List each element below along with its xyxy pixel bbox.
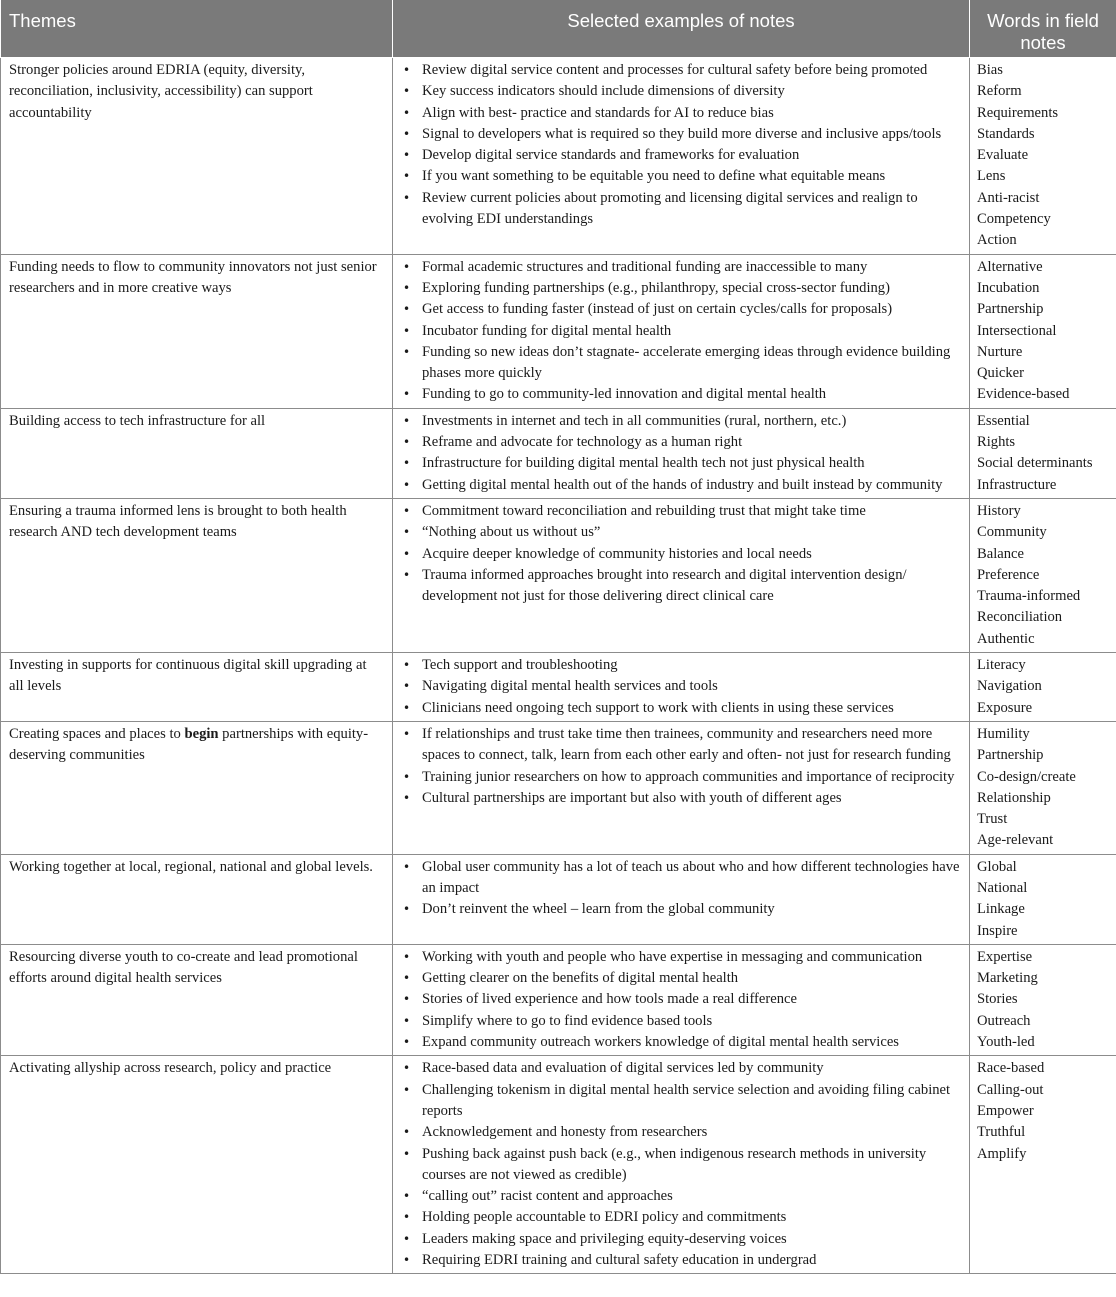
example-item: • Navigating digital mental health services and tools <box>422 676 963 697</box>
field-note-word: Marketing <box>977 970 1038 987</box>
field-note-word: Authentic <box>977 630 1035 647</box>
field-note-word: Incubation <box>977 279 1040 296</box>
examples-cell <box>393 408 970 498</box>
example-item: • Training junior researchers on how to approach communities and importance of reciprocity <box>422 767 963 788</box>
example-item: • Don’t reinvent the wheel – learn from the global community <box>422 899 963 920</box>
field-note-word: Rights <box>977 434 1016 451</box>
words-cell <box>970 944 1116 1055</box>
example-item: • Signal to developers what is required so they build more diverse and inclusive apps/tools <box>422 124 963 145</box>
table-row <box>1 254 1116 408</box>
field-note-word: Lens <box>977 168 1006 185</box>
field-note-word: Amplify <box>977 1145 1027 1162</box>
header-themes: Themes <box>1 0 393 58</box>
field-note-word: Standards <box>977 125 1035 142</box>
field-note-word: Community <box>977 524 1047 541</box>
example-item: • Reframe and advocate for technology as a human right <box>422 432 963 453</box>
examples-list <box>400 857 963 921</box>
table-row <box>1 854 1116 944</box>
header-selected-examples: Selected examples of notes <box>393 0 970 58</box>
words-cell <box>970 1056 1116 1274</box>
example-item: • Working with youth and people who have expertise in messaging and communication <box>422 947 963 968</box>
examples-cell <box>393 653 970 722</box>
example-item: • Align with best- practice and standards for AI to reduce bias <box>422 103 963 124</box>
field-note-word: Trust <box>977 811 1008 828</box>
field-note-word: Competency <box>977 211 1051 228</box>
words-cell <box>970 653 1116 722</box>
field-note-word: Reconciliation <box>977 609 1063 626</box>
theme-text: partnerships with equity-deserving communities <box>9 725 369 764</box>
field-note-word: Partnership <box>977 747 1044 764</box>
table-body <box>1 58 1116 1274</box>
table-row <box>1 58 1116 255</box>
table-row <box>1 408 1116 498</box>
table-row <box>1 944 1116 1055</box>
field-note-word: Age-relevant <box>977 832 1054 849</box>
field-note-word: Essential <box>977 412 1030 429</box>
field-note-word: Alternative <box>977 258 1043 275</box>
example-item: • Formal academic structures and traditional funding are inaccessible to many <box>422 257 963 278</box>
words-cell <box>970 254 1116 408</box>
theme-cell: Activating allyship across research, policy and practice <box>1 1056 393 1274</box>
example-item: • Leaders making space and privileging equity-deserving voices <box>422 1229 963 1250</box>
example-item: • Global user community has a lot of teach us about who and how different technologies have an impact <box>422 857 963 900</box>
field-note-word: Humility <box>977 725 1030 742</box>
table-header <box>1 0 1116 58</box>
theme-cell: Resourcing diverse youth to co-create and lead promotional efforts around digital health services <box>1 944 393 1055</box>
field-note-word: Evaluate <box>977 147 1029 164</box>
field-note-word: Intersectional <box>977 322 1057 339</box>
field-note-word: Nurture <box>977 343 1023 360</box>
field-note-word: Evidence-based <box>977 386 1070 403</box>
header-words-in-field-notes: Words in field notes <box>970 0 1116 58</box>
theme-cell <box>1 721 393 854</box>
example-item: • Race-based data and evaluation of digital services led by community <box>422 1058 963 1079</box>
field-note-word: Anti-racist <box>977 189 1040 206</box>
field-note-word: National <box>977 879 1028 896</box>
theme-cell: Ensuring a trauma informed lens is brought to both health research AND tech development teams <box>1 498 393 652</box>
example-item: • Trauma informed approaches brought into research and digital intervention design/ development not just for those delivering direct clinical care <box>422 565 963 608</box>
example-item: • Clinicians need ongoing tech support to work with clients in using these services <box>422 698 963 719</box>
field-note-word: Co-design/create <box>977 768 1076 785</box>
examples-cell <box>393 254 970 408</box>
field-note-word: Relationship <box>977 789 1051 806</box>
field-note-word: Navigation <box>977 678 1042 695</box>
field-note-word: Quicker <box>977 365 1025 382</box>
example-item: • Holding people accountable to EDRI policy and commitments <box>422 1207 963 1228</box>
example-item: • Infrastructure for building digital mental health tech not just physical health <box>422 453 963 474</box>
examples-list <box>400 655 963 719</box>
theme-emphasis: begin <box>184 725 219 742</box>
field-note-word: Trauma-informed <box>977 588 1081 605</box>
examples-cell <box>393 944 970 1055</box>
words-cell <box>970 58 1116 255</box>
field-note-word: Race-based <box>977 1060 1045 1077</box>
words-cell <box>970 854 1116 944</box>
example-item: • Exploring funding partnerships (e.g., philanthropy, special cross-sector funding) <box>422 278 963 299</box>
theme-cell: Building access to tech infrastructure for all <box>1 408 393 498</box>
example-item: • Get access to funding faster (instead of just on certain cycles/calls for proposals) <box>422 299 963 320</box>
table-row <box>1 653 1116 722</box>
header-row <box>1 0 1116 58</box>
example-item: • Cultural partnerships are important but also with youth of different ages <box>422 788 963 809</box>
field-note-word: Preference <box>977 566 1040 583</box>
example-item: • “calling out” racist content and approaches <box>422 1186 963 1207</box>
example-item: • Investments in internet and tech in all communities (rural, northern, etc.) <box>422 411 963 432</box>
examples-list <box>400 1058 963 1271</box>
examples-list <box>400 257 963 406</box>
examples-cell <box>393 58 970 255</box>
field-note-word: Outreach <box>977 1012 1031 1029</box>
field-note-word: Exposure <box>977 699 1033 716</box>
field-note-word: History <box>977 502 1021 519</box>
field-note-word: Social determinants <box>977 455 1093 472</box>
example-item: • Acknowledgement and honesty from researchers <box>422 1122 963 1143</box>
field-note-word: Bias <box>977 62 1003 78</box>
examples-cell <box>393 721 970 854</box>
examples-list <box>400 411 963 496</box>
examples-list <box>400 724 963 809</box>
example-item: • Funding to go to community-led innovation and digital mental health <box>422 384 963 405</box>
examples-cell <box>393 498 970 652</box>
field-note-word: Infrastructure <box>977 476 1057 493</box>
example-item: • Review digital service content and processes for cultural safety before being promoted <box>422 60 963 81</box>
example-item: • Develop digital service standards and frameworks for evaluation <box>422 145 963 166</box>
example-item: • Pushing back against push back (e.g., when indigenous research methods in university courses are not viewed as credible) <box>422 1144 963 1187</box>
examples-cell <box>393 854 970 944</box>
field-note-word: Global <box>977 858 1017 875</box>
field-note-word: Literacy <box>977 657 1026 674</box>
field-note-word: Linkage <box>977 901 1025 918</box>
example-item: • Review current policies about promoting and licensing digital services and realign to evolving EDI understandings <box>422 188 963 231</box>
example-item: • “Nothing about us without us” <box>422 522 963 543</box>
table-row <box>1 721 1116 854</box>
examples-list <box>400 947 963 1053</box>
example-item: • Getting clearer on the benefits of digital mental health <box>422 968 963 989</box>
example-item: • Incubator funding for digital mental health <box>422 321 963 342</box>
examples-cell <box>393 1056 970 1274</box>
examples-list <box>400 60 963 230</box>
field-note-word: Truthful <box>977 1124 1026 1141</box>
example-item: • Stories of lived experience and how tools made a real difference <box>422 989 963 1010</box>
example-item: • Commitment toward reconciliation and rebuilding trust that might take time <box>422 501 963 522</box>
field-note-word: Requirements <box>977 104 1059 121</box>
field-note-word: Stories <box>977 991 1018 1008</box>
field-note-word: Balance <box>977 545 1024 562</box>
theme-cell: Stronger policies around EDRIA (equity, diversity, reconciliation, inclusivity, accessibility) can support accountability <box>1 58 393 255</box>
theme-cell: Funding needs to flow to community innovators not just senior researchers and in more creative ways <box>1 254 393 408</box>
examples-list <box>400 501 963 607</box>
table-row <box>1 1056 1116 1274</box>
field-note-word: Expertise <box>977 948 1033 965</box>
field-note-word: Reform <box>977 83 1022 100</box>
field-note-word: Inspire <box>977 922 1018 939</box>
words-cell <box>970 498 1116 652</box>
example-item: • Requiring EDRI training and cultural safety education in undergrad <box>422 1250 963 1271</box>
example-item: • If you want something to be equitable you need to define what equitable means <box>422 166 963 187</box>
field-note-word: Empower <box>977 1102 1034 1119</box>
example-item: • Acquire deeper knowledge of community histories and local needs <box>422 544 963 565</box>
example-item: • Getting digital mental health out of the hands of industry and built instead by community <box>422 475 963 496</box>
example-item: • Simplify where to go to find evidence based tools <box>422 1011 963 1032</box>
example-item: • Key success indicators should include dimensions of diversity <box>422 81 963 102</box>
field-note-word: Calling-out <box>977 1081 1044 1098</box>
theme-cell: Investing in supports for continuous digital skill upgrading at all levels <box>1 653 393 722</box>
words-cell <box>970 408 1116 498</box>
theme-cell: Working together at local, regional, national and global levels. <box>1 854 393 944</box>
words-cell <box>970 721 1116 854</box>
example-item: • Tech support and troubleshooting <box>422 655 963 676</box>
example-item: • Funding so new ideas don’t stagnate- accelerate emerging ideas through evidence building phases more quickly <box>422 342 963 385</box>
example-item: • Challenging tokenism in digital mental health service selection and avoiding filing cabinet reports <box>422 1080 963 1123</box>
example-item: • If relationships and trust take time then trainees, community and researchers need more spaces to connect, talk, learn from each other early and often- not just for research funding <box>422 724 963 767</box>
example-item: • Expand community outreach workers knowledge of digital mental health services <box>422 1032 963 1053</box>
field-note-word: Action <box>977 232 1017 249</box>
table-row <box>1 498 1116 652</box>
theme-text: Creating spaces and places to <box>9 725 185 742</box>
field-note-word: Youth-led <box>977 1034 1035 1051</box>
field-note-word: Partnership <box>977 301 1044 318</box>
